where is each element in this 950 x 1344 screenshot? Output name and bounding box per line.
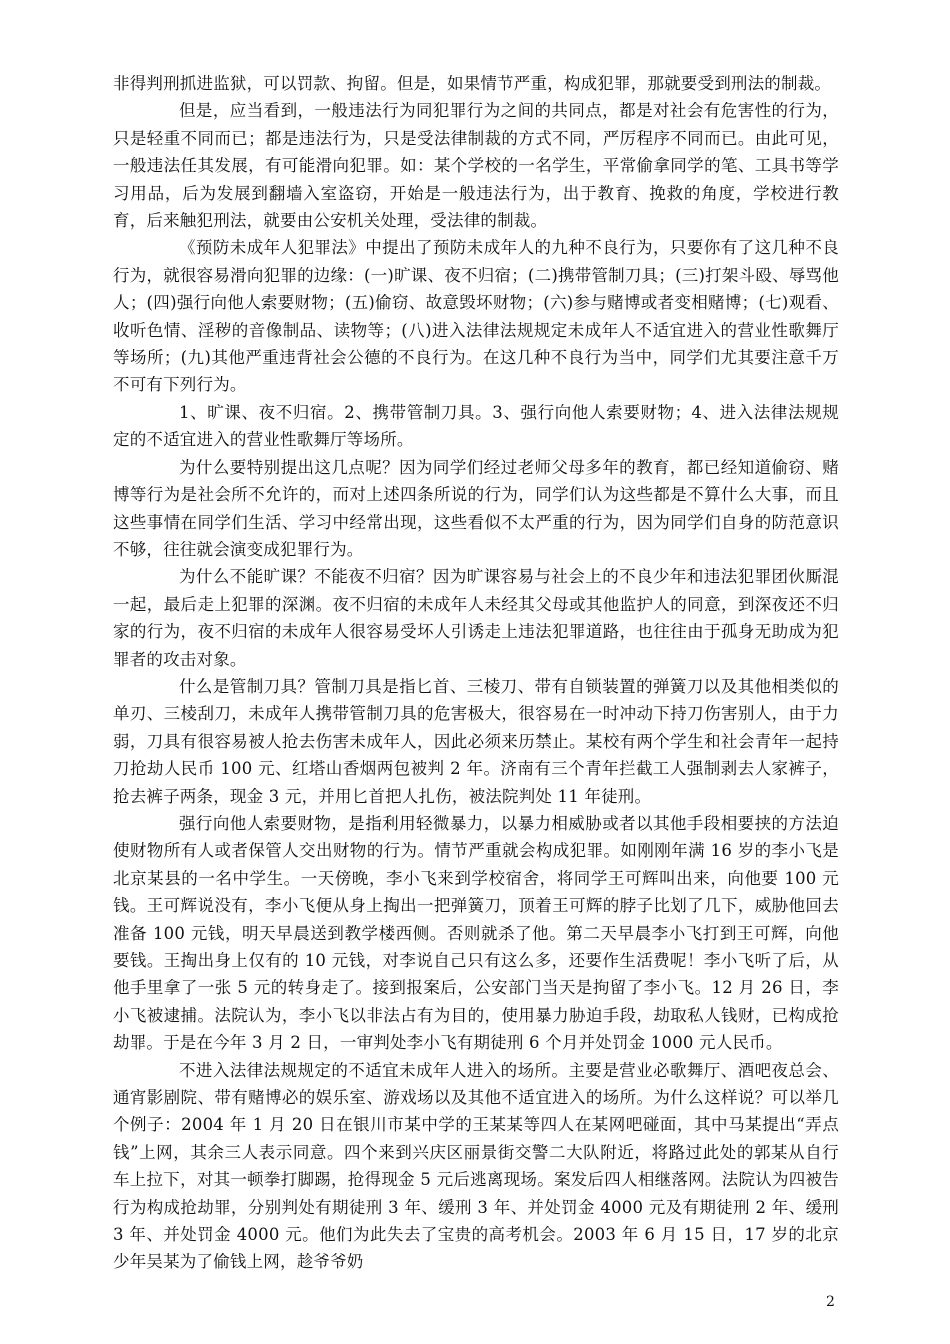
paragraph-3: 《预防未成年人犯罪法》中提出了预防未成年人的九种不良行为，只要你有了这几种不良行为，就很容易滑向犯罪的边缘：(一)旷课、夜不归宿；(二)携带管制刀具；(三)打架斗殴、辱骂他人；(四)强行向他人索要财物；(五)偷窃、故意毁坏财物；(六)参与赌博或者变相赌博；(七)观看、收听色情、淫秽的音像制品、读物等；(八)进入法律法规规定未成年人不适宜进入的营业性歌舞厅等场所；(九)其他严重违背社会公德的不良行为。在这几种不良行为当中，同学们尤其要注意千万不可有下列行为。 — [113, 238, 839, 395]
page-number: 2 — [826, 1294, 835, 1310]
paragraph-1: 非得判刑抓进监狱，可以罚款、拘留。但是，如果情节严重，构成犯罪，那就要受到刑法的制裁。 — [113, 74, 832, 93]
paragraph-6: 为什么不能旷课？不能夜不归宿？因为旷课容易与社会上的不良少年和违法犯罪团伙厮混一起，最后走上犯罪的深渊。夜不归宿的未成年人未经其父母或其他监护人的同意，到深夜还不归家的行为，夜不归宿的未成年人很容易受坏人引诱走上违法犯罪道路，也往往由于孤身无助成为犯罪者的攻击对象。 — [113, 567, 839, 669]
paragraph-5: 为什么要特别提出这几点呢？因为同学们经过老师父母多年的教育，都已经知道偷窃、赌博等行为是社会所不允许的，而对上述四条所说的行为，同学们认为这些都是不算什么大事，而且这些事情在同学们生活、学习中经常出现，这些看似不太严重的行为，因为同学们自身的防范意识不够，往往就会演变成犯罪行为。 — [113, 457, 839, 559]
body-text — [113, 70, 839, 1276]
paragraph-2: 但是，应当看到，一般违法行为同犯罪行为之间的共同点，都是对社会有危害性的行为，只是轻重不同而已；都是违法行为，只是受法律制裁的方式不同，严厉程序不同而已。由此可见，一般违法任其发展，有可能滑向犯罪。如：某个学校的一名学生，平常偷拿同学的笔、工具书等学习用品，后为发展到翻墙入室盗窃，开始是一般违法行为，出于教育、挽救的角度，学校进行教育，后来触犯刑法，就要由公安机关处理，受法律的制裁。 — [113, 101, 839, 231]
paragraph-8: 强行向他人索要财物，是指利用轻微暴力，以暴力相威胁或者以其他手段相要挟的方法迫使财物所有人或者保管人交出财物的行为。情节严重就会构成犯罪。如刚刚年满 16 岁的李小飞是北京某县的一名中学生。一天傍晚，李小飞来到学校宿舍，将同学王可辉叫出来，向他要 100 元钱。王可辉说没有，李小飞便从身上掏出一把弹簧刀，顶着王可辉的脖子比划了几下，威胁他回去准备 100 元钱，明天早晨送到教学楼西侧。否则就杀了他。第二天早晨李小飞打到王可辉，向他要钱。王掏出身上仅有的 10 元钱，对李说自己只有这么多，还要作生活费呢！李小飞听了后，从他手里拿了一张 5 元的转身走了。接到报案后，公安部门当天是拘留了李小飞。12 月 26 日，李小飞被逮捕。法院认为，李小飞以非法占有为目的，使用暴力胁迫手段，劫取私人钱财，已构成抢劫罪。于是在今年 3 月 2 日，一审判处李小飞有期徒刑 6 个月并处罚金 1000 元人民币。 — [113, 813, 839, 1053]
paragraph-7: 什么是管制刀具？管制刀具是指匕首、三棱刀、带有自锁装置的弹簧刀以及其他相类似的单刃、三棱刮刀，未成年人携带管制刀具的危害极大，很容易在一时冲动下持刀伤害别人，由于力弱，刀具有很容易被人抢去伤害未成年人，因此必须来历禁止。某校有两个学生和社会青年一起持刀抢劫人民币 100 元、红塔山香烟两包被判 2 年。济南有三个青年拦截工人强制剥去人家裤子，抢去裤子两条，现金 3 元，并用匕首把人扎伤，被法院判处 11 年徒刑。 — [113, 676, 839, 806]
paragraph-4: 1、旷课、夜不归宿。2、携带管制刀具。3、强行向他人索要财物；4、进入法律法规规定的不适宜进入的营业性歌舞厅等场所。 — [113, 402, 839, 450]
paragraph-9: 不进入法律法规规定的不适宜未成年人进入的场所。主要是营业必歌舞厅、酒吧夜总会、通宵影剧院、带有赌博必的娱乐室、游戏场以及其他不适宜进入的场所。为什么这样说？可以举几个例子：2004 年 1 月 20 日在银川市某中学的王某某等四人在某网吧碰面，其中马某提出“弄点钱”上网，其余三人表示同意。四个来到兴庆区丽景街交警二大队附近，将路过此处的郭某从自行车上拉下，对其一顿拳打脚踢，抢得现金 5 元后逃离现场。案发后四人相继落网。法院认为四被告行为构成抢劫罪，分别判处有期徒刑 3 年、缓刑 3 年、并处罚金 4000 元及有期徒刑 2 年、缓刑 3 年、并处罚金 4000 元。他们为此失去了宝贵的高考机会。2003 年 6 月 15 日，17 岁的北京少年吴某为了偷钱上网，趁爷爷奶 — [113, 1060, 839, 1272]
